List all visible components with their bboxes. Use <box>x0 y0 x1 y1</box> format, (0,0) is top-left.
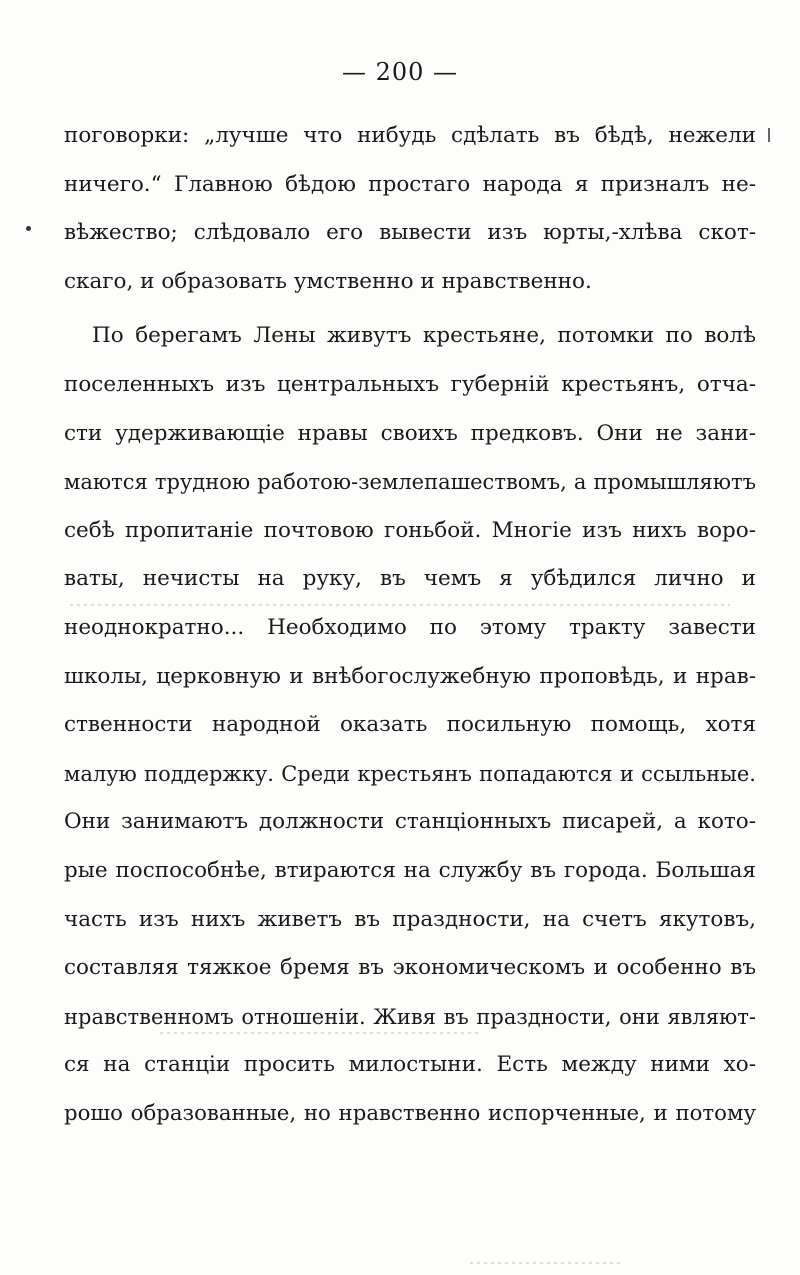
text-line: школы, церковную и внѣбогослужебную проповѣдь, и нрав- <box>64 663 756 689</box>
text-line: рые поспособнѣе, втираются на службу въ города. Большая <box>64 857 756 883</box>
body-text <box>64 112 756 1138</box>
text-line: ственности народной оказать посильную помощь, хотя <box>64 712 756 738</box>
text-line: ничего.“ Главною бѣдою простаго народа я призналъ не- <box>64 171 756 197</box>
text-line: неоднократно... Необходимо по этому тракту завести <box>64 614 756 640</box>
text-line: вѣжество; слѣдовало его вывести изъ юрты,-хлѣва скот- <box>64 220 756 246</box>
text-line: часть изъ нихъ живетъ въ праздности, на счетъ якутовъ, <box>64 906 756 932</box>
paragraph-2 <box>64 312 756 1138</box>
text-line: поговорки: „лучше что нибудь сдѣлать въ бѣдѣ, нежели <box>64 123 756 148</box>
text-line: поселенныхъ изъ центральныхъ губерній крестьянъ, отча- <box>64 371 756 397</box>
margin-tick <box>768 128 770 142</box>
text-line: малую поддержку. Среди крестьянъ попадаются и ссыльные. <box>64 761 756 786</box>
bleed-through-mark <box>470 1262 620 1264</box>
text-line: составляя тяжкое бремя въ экономическомъ и особенно въ <box>64 955 756 981</box>
text-line: маются трудною работою-землепашествомъ, а промышляютъ <box>64 470 756 495</box>
margin-mark <box>26 226 31 231</box>
text-line: себѣ пропитаніе почтовою гоньбой. Многіе изъ нихъ воро- <box>64 517 756 543</box>
paragraph-1 <box>64 112 756 306</box>
text-line: ся на станціи просить милостыни. Есть между ними хо- <box>64 1052 756 1078</box>
text-line: ваты, нечисты на руку, въ чемъ я убѣдился лично и <box>64 566 756 592</box>
text-line: скаго, и образовать умственно и нравственно. <box>64 268 592 294</box>
text-line: рошо образованные, но нравственно испорченные, и потому <box>64 1100 756 1126</box>
text-line: Они занимаютъ должности станціонныхъ писарей, а кото- <box>64 809 756 835</box>
page-number: — 200 — <box>341 58 459 86</box>
text-line: нравственномъ отношеніи. Живя въ праздности, они являют- <box>64 1004 756 1029</box>
text-line: сти удерживающіе нравы своихъ предковъ. Они не зани- <box>64 420 756 446</box>
text-line: По берегамъ Лены живутъ крестьяне, потомки по волѣ <box>92 323 756 349</box>
